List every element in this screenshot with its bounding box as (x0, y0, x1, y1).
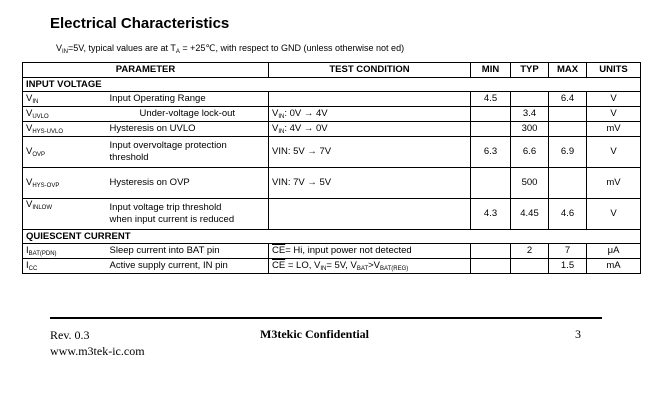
symbol-cell: $I_{CC}$ (23, 259, 107, 274)
min-cell: 4.5 (471, 92, 511, 107)
parameter-cell: Input voltage trip threshold when input current is reduced (107, 199, 269, 230)
page-number: 3 (575, 327, 581, 341)
condition-cell (269, 199, 471, 230)
table-row (23, 259, 641, 274)
condition-cell: $\overline{CE}= Hi$, input power not detected (269, 244, 471, 259)
col-units: UNITS (587, 63, 641, 78)
table-row (23, 244, 641, 259)
condition-cell: VIN: 5V → 7V (269, 137, 471, 168)
parameter-cell: Input Operating Range (107, 92, 269, 107)
max-cell: 7 (549, 244, 587, 259)
units-cell: mV (587, 168, 641, 199)
condition-cell: $\overline{CE}$ = LO, $V_{IN}= 5V$, $V_{BAT}>V_{BAT(REG)}$ (269, 259, 471, 274)
units-cell: V (587, 107, 641, 122)
max-cell: 1.5 (549, 259, 587, 274)
section-row-input-voltage: INPUT VOLTAGE (23, 78, 641, 92)
symbol-cell: $I_{BAT(PDN)}$ (23, 244, 107, 259)
parameter-cell: Hysteresis on UVLO (107, 122, 269, 137)
units-cell: V (587, 137, 641, 168)
units-cell: μA (587, 244, 641, 259)
table-header-row (23, 63, 641, 78)
symbol-cell: $V_{HYS-OVP}$ (23, 168, 107, 199)
min-cell (471, 168, 511, 199)
min-cell (471, 244, 511, 259)
revision-label: Rev. 0.3 (50, 328, 90, 342)
typ-cell: 500 (511, 168, 549, 199)
table-row (23, 168, 641, 199)
typ-cell: 2 (511, 244, 549, 259)
symbol-cell: $V_{INLOW}$ (23, 199, 107, 230)
typ-cell: 300 (511, 122, 549, 137)
typ-cell (511, 259, 549, 274)
parameter-cell: Under-voltage lock-out (107, 107, 269, 122)
parameter-cell: Input overvoltage protection threshold (107, 137, 269, 168)
min-cell (471, 259, 511, 274)
symbol-cell: $V_{IN}$ (23, 92, 107, 107)
footer-divider (50, 317, 602, 319)
typ-cell: 4.45 (511, 199, 549, 230)
condition-cell: $V_{IN}$: 4V → 0V (269, 122, 471, 137)
condition-cell: $V_{IN}$: 0V → 4V (269, 107, 471, 122)
units-cell: V (587, 199, 641, 230)
min-cell (471, 107, 511, 122)
min-cell: 4.3 (471, 199, 511, 230)
units-cell: mV (587, 122, 641, 137)
symbol-cell: $V_{OVP}$ (23, 137, 107, 168)
typ-cell (511, 92, 549, 107)
table-row (23, 92, 641, 107)
section-title: Electrical Characteristics (50, 15, 230, 32)
min-cell: 6.3 (471, 137, 511, 168)
parameter-cell: Sleep current into BAT pin (107, 244, 269, 259)
section-row-quiescent-current: QUIESCENT CURRENT (23, 230, 641, 244)
parameter-cell: Hysteresis on OVP (107, 168, 269, 199)
min-cell (471, 122, 511, 137)
units-cell: V (587, 92, 641, 107)
parameter-cell: Active supply current, IN pin (107, 259, 269, 274)
max-cell (549, 107, 587, 122)
col-typ: TYP (511, 63, 549, 78)
typ-cell: 6.6 (511, 137, 549, 168)
table-row (23, 137, 641, 168)
condition-cell (269, 92, 471, 107)
symbol-cell: $V_{HYS-UVLO}$ (23, 122, 107, 137)
col-min: MIN (471, 63, 511, 78)
footer-revision (50, 327, 145, 359)
electrical-characteristics-table (22, 62, 641, 274)
col-max: MAX (549, 63, 587, 78)
max-cell (549, 122, 587, 137)
test-conditions-note: $V_{IN}=5V$, typical values are at $T_A$ = +25℃, with respect to GND (unless otherwise not ed) (56, 43, 405, 55)
max-cell: 6.4 (549, 92, 587, 107)
table-row (23, 122, 641, 137)
max-cell: 4.6 (549, 199, 587, 230)
footer-confidential: M3tekic Confidential (260, 327, 369, 341)
max-cell: 6.9 (549, 137, 587, 168)
units-cell: mA (587, 259, 641, 274)
typ-cell: 3.4 (511, 107, 549, 122)
col-test-condition: TEST CONDITION (269, 63, 471, 78)
symbol-cell: $V_{UVLO}$ (23, 107, 107, 122)
col-parameter: PARAMETER (23, 63, 269, 78)
condition-cell: VIN: 7V → 5V (269, 168, 471, 199)
table-row (23, 199, 641, 230)
max-cell (549, 168, 587, 199)
table-row (23, 107, 641, 122)
website-url: www.m3tek-ic.com (50, 344, 145, 358)
